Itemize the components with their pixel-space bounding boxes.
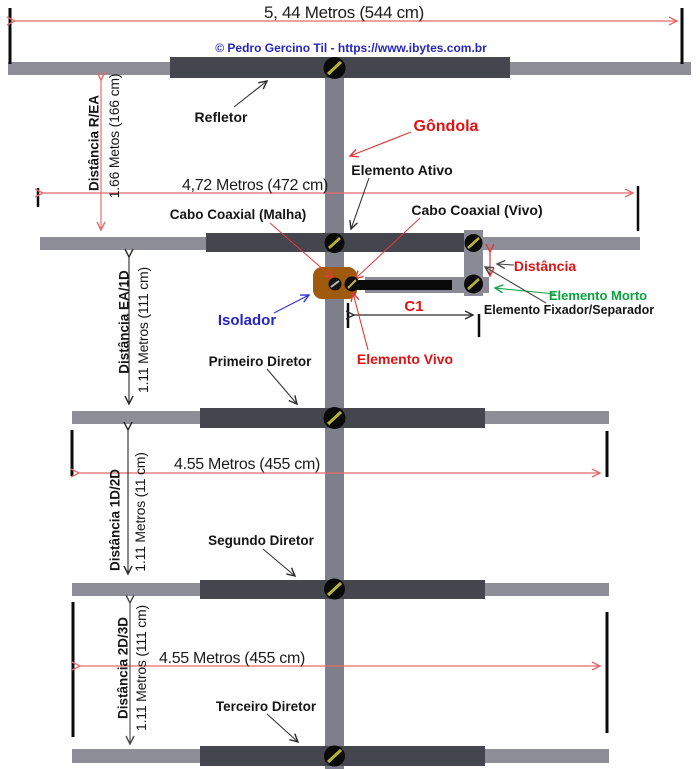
coax-live-label: Cabo Coaxial (Vivo): [411, 202, 543, 218]
separator-label: Elemento Fixador/Separador: [483, 303, 655, 317]
second-director-label: Segundo Diretor: [208, 533, 314, 548]
distance-2d3d-label: Distância 2D/3D: [115, 616, 131, 720]
copyright-text: © Pedro Gercino Til - https://www.ibytes.com.br: [215, 41, 487, 55]
first-director-label: Primeiro Diretor: [208, 354, 312, 369]
live-element-bar: [348, 280, 452, 290]
driven-tube-light-right: [483, 237, 640, 250]
distance-1d2d-label: Distância 1D/2D: [107, 468, 123, 572]
isolator-block: [313, 267, 357, 299]
reflector-core-dark: [170, 57, 510, 78]
driven-length-label: 4,72 Metros (472 cm): [181, 177, 329, 194]
reflector-label: Refletor: [194, 109, 248, 125]
dir23-length-label: 4.55 Metros (455 cm): [158, 650, 306, 667]
dir12-length-label: 4.55 Metros (455 cm): [173, 456, 321, 473]
top-length-label: 5, 44 Metros (544 cm): [264, 3, 424, 22]
distance-ea1d-value: 1.11 Metros (111 cm): [135, 267, 151, 393]
isolator-label: Isolador: [217, 312, 277, 329]
director3-core-dark: [200, 746, 485, 766]
distance-1d2d-value: 1.11 Metros (11 cm): [132, 452, 148, 572]
live-element-label: Elemento Vivo: [356, 351, 454, 367]
c1-label: C1: [404, 298, 424, 315]
director1-core-dark: [200, 408, 485, 428]
active-element-label: Elemento Ativo: [351, 162, 453, 178]
distance-2d3d-value: 1.11 Metros (111 cm): [133, 605, 149, 731]
driven-tube-light-left: [40, 237, 206, 250]
distance-rea-label: Distância R/EA: [86, 94, 102, 192]
distance-ea1d-label: Distância EA/1D: [116, 270, 132, 374]
driven-core-dark: [206, 233, 464, 252]
third-director-label: Terceiro Diretor: [215, 699, 317, 714]
gap-distance-label: Distância: [513, 258, 577, 274]
coax-shield-label: Cabo Coaxial (Malha): [169, 207, 307, 222]
distance-rea-value: 1.66 Metos (166 cm): [106, 73, 122, 199]
director2-core-dark: [200, 580, 485, 599]
dead-element-label: Elemento Morto: [548, 288, 648, 303]
gondola-label: Gôndola: [413, 118, 479, 135]
